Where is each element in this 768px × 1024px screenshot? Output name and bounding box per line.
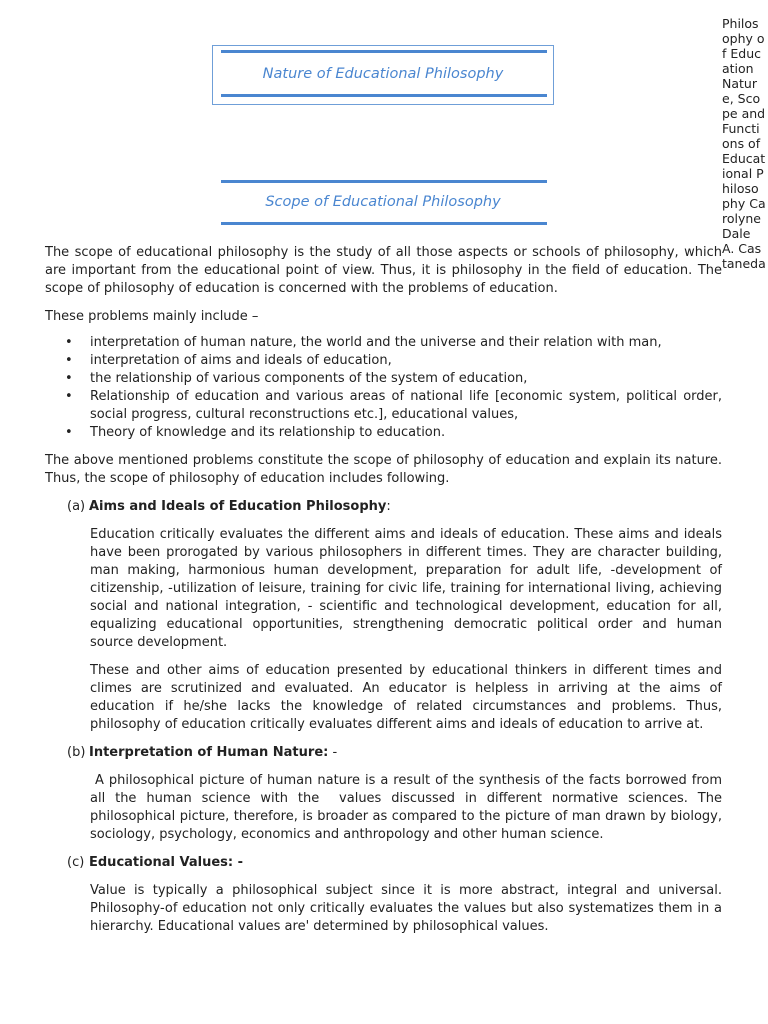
section-c-heading (45, 854, 722, 872)
section-a-suffix: : (386, 499, 391, 514)
list-item: • Theory of knowledge and its relationship to education. (45, 424, 722, 442)
document-side-note: Philosophy of Education Nature, Scope and Functions of Educational Philosophy Carolyne Dale A. Castaneda (722, 16, 766, 271)
nature-title-top-rule (221, 50, 547, 53)
list-item: • interpretation of aims and ideals of education, (45, 352, 722, 370)
section-b-heading (45, 744, 722, 762)
problems-lead: These problems mainly include – (45, 309, 259, 324)
section-b-marker: (b) (67, 745, 86, 760)
section-c-marker: (c) (67, 855, 85, 870)
section-a-title: Aims and Ideals of Education Philosophy (89, 499, 387, 514)
summary-paragraph: The above mentioned problems constitute the scope of philosophy of education and explain its nature. Thus, the scope of philosophy of education includes following. (45, 453, 722, 486)
section-a-paragraph-1: Education critically evaluates the different aims and ideals of education. These aims and ideals have been prorogated by various philosophers in different times. They are character building, man making, harmonious human development, preparation for adult life, -development of citizenship, -utilization of leisure, training for civic life, training for international living, achieving social and national integration, - scientific and technological development, education for all, equalizing educational opportunities, strengthening democratic political order and human source development. (90, 527, 722, 650)
list-item: • Relationship of education and various areas of national life [economic system, political order, social progress, cultural reconstructions etc.], educational values, (45, 388, 722, 424)
list-item: • the relationship of various components of the system of education, (45, 370, 722, 388)
nature-title: Nature of Educational Philosophy (262, 66, 504, 82)
scope-title-top-rule (221, 180, 547, 183)
section-a-marker: (a) (67, 499, 86, 514)
section-c-title: Educational Values: - (89, 855, 244, 870)
list-item: • interpretation of human nature, the world and the universe and their relation with man, (45, 334, 722, 352)
section-b-title: Interpretation of Human Nature: (89, 745, 329, 760)
scope-title: Scope of Educational Philosophy (265, 194, 501, 210)
section-c-paragraph-1: Value is typically a philosophical subject since it is more abstract, integral and universal. Philosophy-of education not only critically evaluates the values but also systematizes them in a hierarchy. Educational values are' determined by philosophical values. (90, 883, 722, 934)
section-a-paragraph-2: These and other aims of education presented by educational thinkers in different times and climes are scrutinized and evaluated. An educator is helpless in arriving at the aims of education if he/she lacks the knowledge of related circumstances and problems. Thus, philosophy of education critically evaluates different aims and ideals of education to arrive at. (90, 663, 722, 732)
section-a-heading (45, 498, 722, 516)
document-body (45, 244, 727, 936)
intro-paragraph: The scope of educational philosophy is the study of all those aspects or schools of philosophy, which are important from the educational point of view. Thus, it is philosophy in the field of education. The scope of philosophy of education is concerned with the problems of education. (45, 245, 722, 296)
section-b-paragraph-1: A philosophical picture of human nature is a result of the synthesis of the facts borrowed from all the human science with the values discussed in different normative sciences. The philosophical picture, therefore, is broader as compared to the picture of man drawn by biology, sociology, psychology, economics and anthropology and other human science. (90, 773, 727, 842)
scope-title-bottom-rule (221, 222, 547, 225)
section-b-suffix: - (328, 745, 338, 760)
problems-list (45, 334, 722, 442)
nature-title-bottom-rule (221, 94, 547, 97)
